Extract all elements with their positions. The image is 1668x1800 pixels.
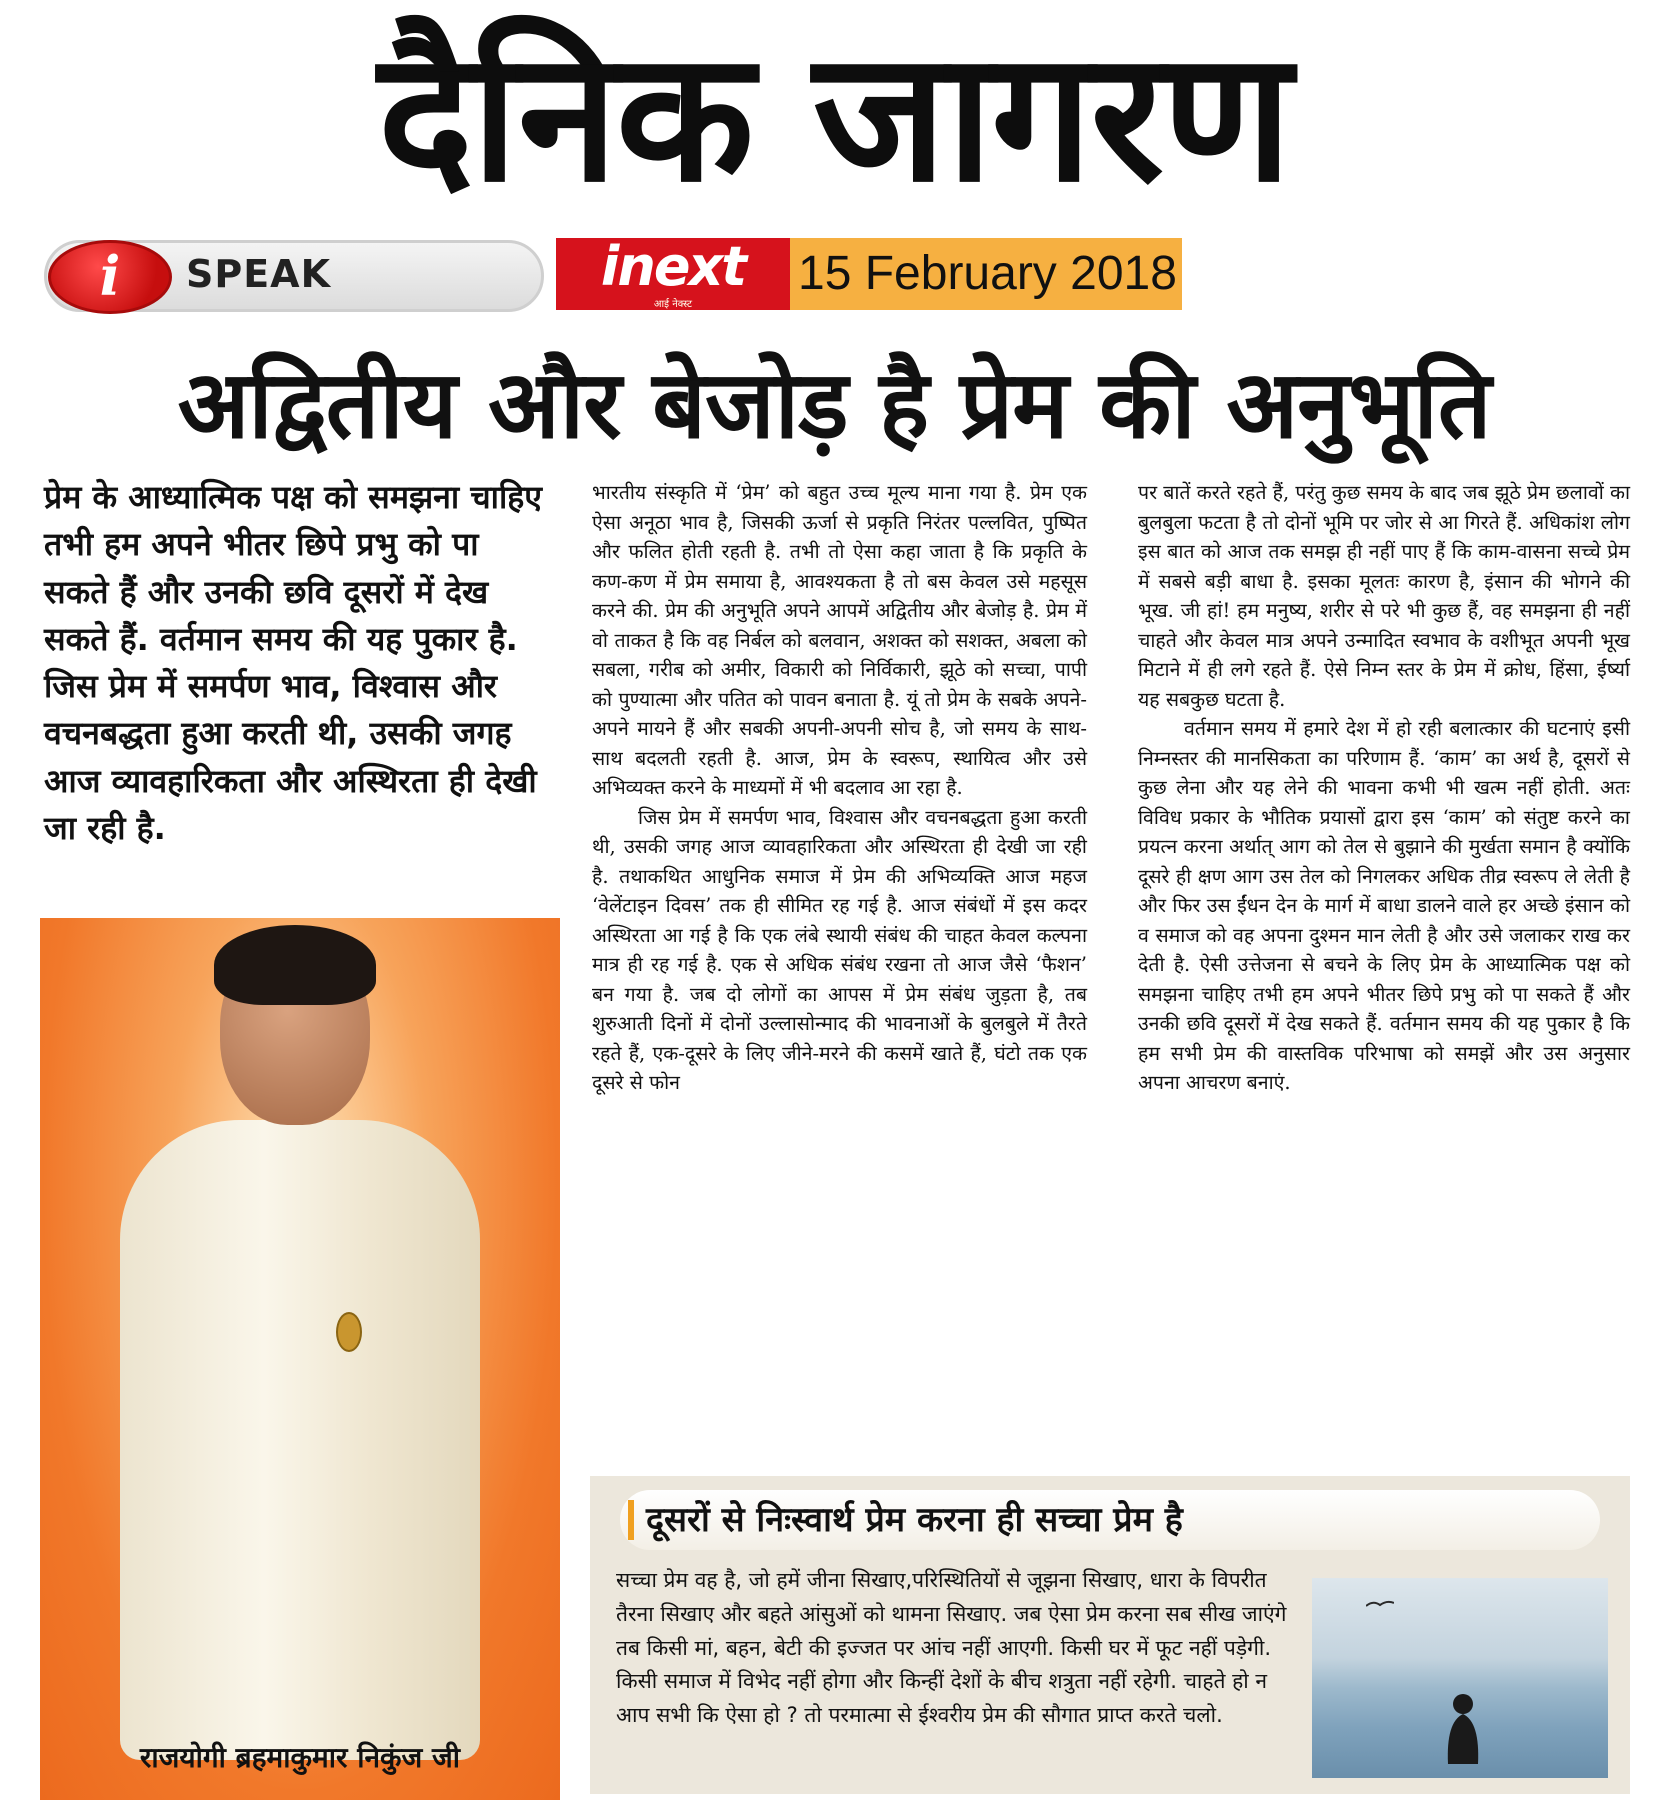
article-column-right (1138, 478, 1630, 1098)
article-paragraph: वर्तमान समय में हमारे देश में हो रही बलात्कार की घटनाएं इसी निम्नस्तर की मानसिकता का परिणाम हैं. ‘काम’ का अर्थ है, दूसरों से कुछ लेना और यह लेने की भावना कभी भी खत्म नहीं होती. अतः विविध प्रकार के भौतिक प्रयासों द्वारा इस ‘काम’ को संतुष्ट करने का प्रयत्न करना अर्थात् आग को तेल से बुझाने की मुर्खता समान है क्योंकि दूसरे ही क्षण आग उस तेल को निगलकर अधिक तीव्र स्वरूप ले लेती है और फिर उस ईंधन देन के मार्ग में बाधा डालने वाले हर अच्छे इंसान को व समाज को वह अपना दुश्मन मान लेती है और उसे जलाकर राख कर देती है. ऐसी उत्तेजना से बचने के लिए प्रेम के आध्यात्मिक पक्ष को समझना चाहिए तभी हम अपने भीतर छिपे प्रभु को पा सकते हैं और उनकी छवि दूसरों में देख सकते हैं. वर्तमान समय की यह पुकार है कि हम सभी प्रेम की वास्तविक परिभाषा को समझें और उस अनुसार अपना आचरण बनाएं. (1138, 717, 1630, 1094)
sidebar-accent-bar (628, 1500, 634, 1540)
badge-medal-icon (336, 1312, 362, 1352)
sidebar-title: दूसरों से निःस्वार्थ प्रेम करना ही सच्चा प्रेम है (646, 1500, 1183, 1540)
newspaper-masthead: दैनिक जागरण (377, 13, 1291, 222)
ispeak-logo-icon: i (48, 240, 172, 314)
author-caption: राजयोगी ब्रहमाकुमार निकुंज जी (139, 1741, 461, 1774)
article-paragraph: पर बातें करते रहते हैं, परंतु कुछ समय के बाद जब झूठे प्रेम छलावों का बुलबुला फटता है तो दोनों भूमि पर जोर से आ गिरते हैं. अधिकांश लोग इस बात को आज तक समझ ही नहीं पाए हैं कि काम-वासना सच्चे प्रेम में सबसे बड़ी बाधा है. इसका मूलतः कारण है, इंसान की भोगने की भूख. जी हां! हम मनुष्य, शरीर से परे भी कुछ हैं, वह समझना ही नहीं चाहते और केवल मात्र अपने उन्मादित स्वभाव के वशीभूत अपनी भूख मिटाने में ही लगे रहते हैं. ऐसे निम्न स्तर के प्रेम में क्रोध, हिंसा, ईर्ष्या यह सबकुछ घटता है. (1138, 481, 1630, 711)
issue-date: 15 February 2018 (798, 247, 1177, 300)
author-figure-hair (214, 925, 376, 1005)
article-column-middle (592, 478, 1087, 1098)
bird-icon (1366, 1600, 1394, 1608)
article-paragraph: जिस प्रेम में समर्पण भाव, विश्वास और वचनबद्धता हुआ करती थी, उसकी जगह आज व्यावहारिकता और अस्थिरता ही देखी जा रही है. तथाकथित आधुनिक समाज में प्रेम की अभिव्यक्ति आज महज ‘वेलेंटाइन दिवस’ तक ही सीमित रह गई है. आज संबंधों में इस कदर अस्थिरता आ गई है कि एक लंबे स्थायी संबंध की चाहत केवल कल्पना मात्र ही रह गई है. एक से अधिक संबंध रखना तो आज जैसे ‘फैशन’ बन गया है. जब दो लोगों का आपस में प्रेम संबंध जुड़ता है, तब शुरुआती दिनों में दोनों उल्लासोन्माद की भावनाओं के बुलबुले में तैरते रहते हैं, एक-दूसरे के लिए जीने-मरने की कसमें खाते हैं, घंटो तक एक दूसरे से फोन (592, 805, 1087, 1094)
sitting-person-icon (1440, 1692, 1486, 1764)
article-paragraph: भारतीय संस्कृति में ‘प्रेम’ को बहुत उच्च मूल्य माना गया है. प्रेम एक ऐसा अनूठा भाव है, जिसकी ऊर्जा से प्रकृति निरंतर पल्लवित, पुष्पित और फलित होती रहती है. तभी तो ऐसा कहा जाता है कि प्रकृति के कण-कण में प्रेम समाया है, आवश्यकता है तो बस केवल उसे महसूस करने की. प्रेम की अनुभूति अपने आपमें अद्वितीय और बेजोड़ है. प्रेम में वो ताकत है कि वह निर्बल को बलवान, अशक्त को सशक्त, अबला को सबला, गरीब को अमीर, विकारी को निर्विकारी, झूठे को सच्चा, पापी को पुण्यात्मा और पतित को पावन बनाता है. यूं तो प्रेम के सबके अपने-अपने मायने हैं और सबकी अपनी-अपनी सोच है, जो समय के साथ-साथ बदलती रहती है. आज, प्रेम के स्वरूप, स्थायित्व और उसे अभिव्यक्त करने के माध्यमों में भी बदलाव आ रहा है. (592, 481, 1087, 799)
article-headline: अद्वितीय और बेजोड़ है प्रेम की अनुभूति (177, 351, 1491, 460)
author-figure-body (120, 1120, 480, 1760)
sidebar-text: सच्चा प्रेम वह है, जो हमें जीना सिखाए,परिस्थितियों से जूझना सिखाए, धारा के विपरीत तैरना सिखाए और बहते आंसुओं को थामना सिखाए. जब ऐसा प्रेम करना सब सीख जाएंगे तब किसी मां, बहन, बेटी की इज्जत पर आंच नहीं आएगी. किसी घर में फूट नहीं पड़ेगी. किसी समाज में विभेद नहीं होगा और किन्हीं देशों के बीच शत्रुता नहीं रहेगी. चाहते हो न आप सभी कि ऐसा हो ? तो परमात्मा से ईश्वरीय प्रेम की सौगात प्राप्त करते चलो. (616, 1568, 1287, 1728)
inext-logo: inext (600, 235, 746, 298)
ispeak-label: SPEAK (186, 252, 332, 296)
inext-tagline: आई नेक्स्ट (653, 299, 693, 310)
article-intro: प्रेम के आध्यात्मिक पक्ष को समझना चाहिए तभी हम अपने भीतर छिपे प्रभु को पा सकते हैं और उनकी छवि दूसरों में देख सकते हैं. वर्तमान समय की यह पुकार है. जिस प्रेम में समर्पण भाव, विश्वास और वचनबद्धता हुआ करती थी, उसकी जगह आज व्यावहारिकता और अस्थिरता ही देखी जा रही है. (44, 478, 542, 848)
